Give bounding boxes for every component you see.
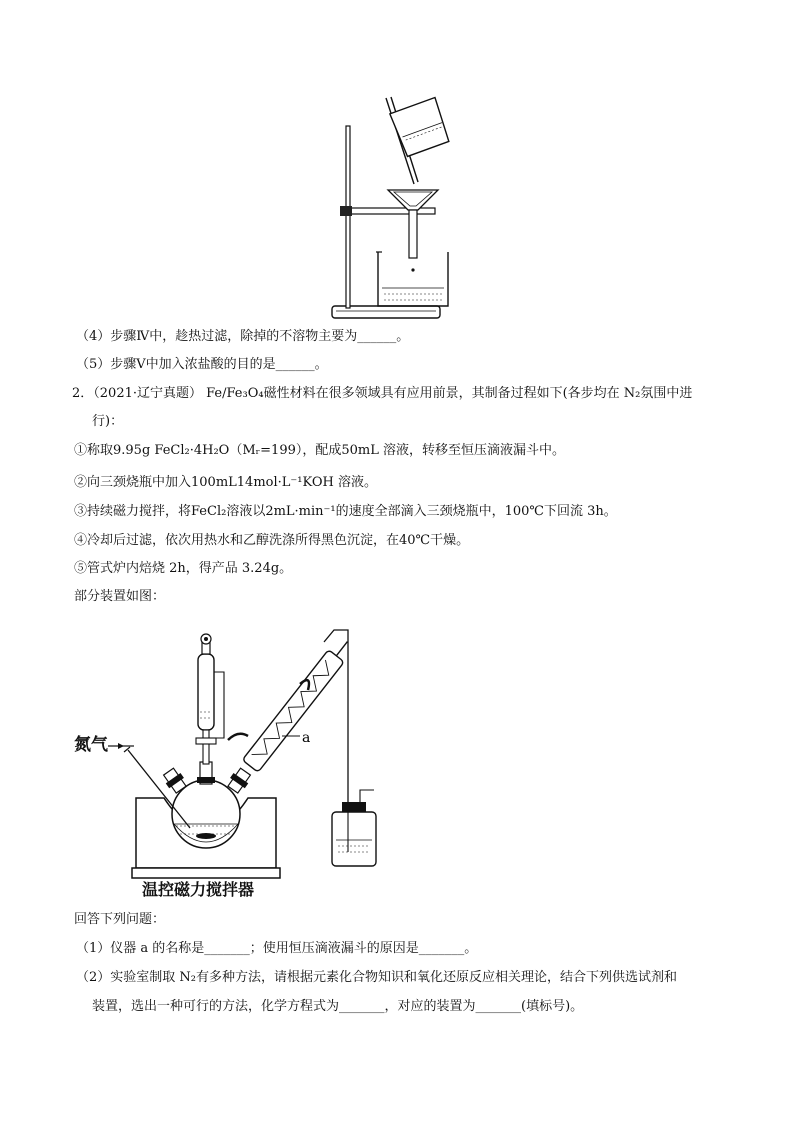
question-5: （5）步骤Ⅴ中加入浓盐酸的目的是______。 bbox=[76, 357, 328, 372]
question-4: （4）步骤Ⅳ中，趁热过滤，除掉的不溶物主要为______。 bbox=[76, 329, 410, 344]
sub-question-2-line-1: （2）实验室制取 N₂有多种方法，请根据元素化合物知识和氧化还原反应相关理论，结合下列供选试剂和 bbox=[76, 970, 677, 985]
sub-question-1: （1）仪器 a 的名称是_______；使用恒压滴液漏斗的原因是_______。 bbox=[76, 941, 478, 956]
step-1: ①称取9.95g FeCl₂·4H₂O（Mᵣ=199），配成50mL 溶液，转移至恒压滴液漏斗中。 bbox=[74, 443, 565, 458]
step-2: ②向三颈烧瓶中加入100mL14mol·L⁻¹KOH 溶液。 bbox=[74, 475, 377, 490]
label-a: a bbox=[302, 730, 311, 746]
stirrer-label: 温控磁力搅拌器 bbox=[142, 880, 255, 899]
sub-question-2-line-2: 装置，选出一种可行的方法，化学方程式为_______，对应的装置为_______(填标号)。 bbox=[92, 999, 584, 1014]
filtration-apparatus-figure bbox=[330, 92, 460, 324]
step-4: ④冷却后过滤，依次用热水和乙醇洗涤所得黑色沉淀，在40℃干燥。 bbox=[74, 533, 470, 548]
reflux-apparatus-figure bbox=[72, 612, 402, 904]
step-3: ③持续磁力搅拌，将FeCl₂溶液以2mL·min⁻¹的速度全部滴入三颈烧瓶中，100℃下回流 3h。 bbox=[74, 504, 617, 519]
partial-apparatus-caption: 部分装置如图： bbox=[74, 589, 166, 604]
nitrogen-label: 氮气 bbox=[74, 735, 108, 755]
step-5: ⑤管式炉内焙烧 2h，得产品 3.24g。 bbox=[74, 561, 293, 576]
problem-2-line-2: 行)： bbox=[92, 414, 124, 429]
problem-2-line-1: 2．（2021·辽宁真题） Fe/Fe₃O₄磁性材料在很多领域具有应用前景，其制备过程如下(各步均在 N₂氛围中进 bbox=[72, 386, 693, 401]
answer-prompt: 回答下列问题： bbox=[74, 912, 166, 927]
